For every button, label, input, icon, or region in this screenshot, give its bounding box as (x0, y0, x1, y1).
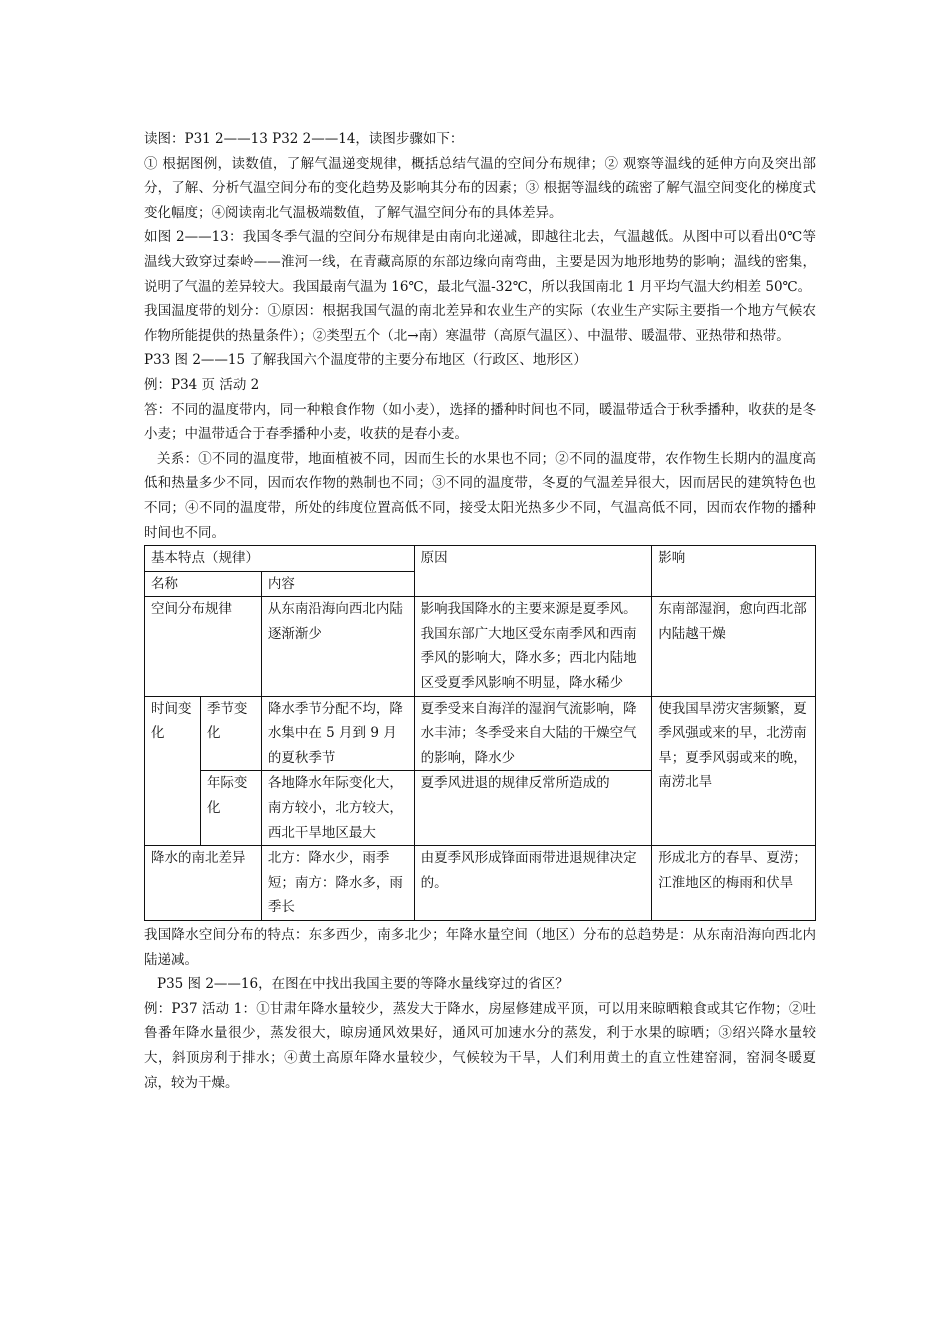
precipitation-summary: 我国降水空间分布的特点：东多西少，南多北少；年降水量空间（地区）分布的总趋势是：从东南沿海向西北内陆递减。 (144, 927, 816, 968)
row-north-south-reason: 由夏季风形成锋面雨带进退规律决定的。 (414, 846, 652, 921)
row-seasonal-content: 降水季节分配不均，降水集中在 5 月到 9 月的夏秋季节 (261, 696, 414, 771)
header-content: 内容 (261, 571, 414, 597)
header-name: 名称 (145, 571, 262, 597)
figure-2-15-note: P33 图 2——15 了解我国六个温度带的主要分布地区（行政区、地形区） (144, 352, 587, 369)
row-seasonal-name: 季节变化 (200, 696, 261, 771)
row-seasonal-reason: 夏季受来自海洋的湿润气流影响，降水丰沛；冬季受来自大陆的干燥空气的影响，降水少 (414, 696, 652, 771)
answer-paragraph: 答：不同的温度带内，同一种粮食作物（如小麦），选择的播种时间也不同，暖温带适合于秋季播种，收获的是冬小麦；中温带适合于春季播种小麦，收获的是春小麦。 (144, 401, 816, 443)
relationship-paragraph: 关系：①不同的温度带，地面植被不同，因而生长的水果也不同；②不同的温度带，农作物生长期内的温度高低和热量多少不同，因而农作物的熟制也不同；③不同的温度带，冬夏的气温差异很大，因而居民的建筑特色也不同；④不同的温度带，所处的纬度位置高低不同，接受太阳光热多少不同，气温高低不同，因而农作物的播种时间也不同。 (144, 450, 816, 541)
table-row (145, 846, 816, 921)
header-effect: 影响 (652, 546, 816, 597)
header-basic-features: 基本特点（规律） (145, 546, 415, 572)
row-interannual-content: 各地降水年际变化大，南方较小，北方较大，西北干旱地区最大 (261, 771, 414, 846)
reading-steps: ① 根据图例，读数值，了解气温递变规律，概括总结气温的空间分布规律；② 观察等温线的延伸方向及突出部分，了解、分析气温空间分布的变化趋势及影响其分布的因素；③ 根据等温线的疏密了解气温空间变化的梯度式变化幅度；④阅读南北气温极端数值，了解气温空间分布的具体差异。 (144, 155, 816, 221)
row-spatial-content: 从东南沿海向西北内陆逐渐渐少 (261, 597, 414, 696)
row-time-effect: 使我国旱涝灾害频繁，夏季风强或来的早，北涝南旱；夏季风弱或来的晚，南涝北旱 (652, 696, 816, 846)
example-p34: 例：P34 页 活动 2 (144, 376, 260, 393)
temperature-zone-division: 我国温度带的划分：①原因：根据我国气温的南北差异和农业生产的实际（农业生产实际主要指一个地方气候农作物所能提供的热量条件）；②类型五个（北→南）寒温带（高原气温区）、中温带、暖温带、亚热带和热带。 (144, 303, 816, 344)
table-row (145, 696, 816, 771)
example-p37-activity: 例：P37 活动 1：①甘肃年降水量较少，蒸发大于降水，房屋修建成平顶，可以用来晾晒粮食或其它作物；②吐鲁番年降水量很少，蒸发很大，晾房通风效果好，通风可加速水分的蒸发，利于水果的晾晒；③绍兴降水量较大，斜顶房利于排水；④黄土高原年降水量较少，气候较为干旱，人们利用黄土的直立性建窑洞，窑洞冬暖夏凉，较为干燥。 (144, 1000, 816, 1091)
row-spatial-reason: 影响我国降水的主要来源是夏季风。我国东部广大地区受东南季风和西南季风的影响大，降水多；西北内陆地区受夏季风影响不明显，降水稀少 (414, 597, 652, 696)
row-north-south-content: 北方：降水少，雨季短；南方：降水多，雨季长 (261, 846, 414, 921)
figure-2-16-question: P35 图 2——16，在图在中找出我国主要的等降水量线穿过的省区？ (157, 976, 569, 993)
document-page (144, 127, 816, 1095)
row-spatial-effect: 东南部湿润，愈向西北部内陆越干燥 (652, 597, 816, 696)
figure-2-13-explanation: 如图 2——13：我国冬季气温的空间分布规律是由南向北递减，即越往北去，气温越低。从图中可以看出0℃等温线大致穿过秦岭——淮河一线，在青藏高原的东部边缘向南弯曲，主要是因为地形地势的影响；温线的密集，说明了气温的差异较大。我国最南气温为 16℃，最北气温-32℃，所以我国南北 1 月平均气温大约相差 50℃。 (144, 229, 816, 295)
reading-steps-title: 读图：P31 2——13 P32 2——14，读图步骤如下： (144, 131, 464, 147)
row-time-name: 时间变化 (145, 696, 201, 846)
row-north-south-name: 降水的南北差异 (145, 846, 262, 921)
row-interannual-name: 年际变化 (200, 771, 261, 846)
header-reason: 原因 (414, 546, 652, 597)
table-row (145, 546, 816, 572)
table-row (145, 597, 816, 696)
row-interannual-reason: 夏季风进退的规律反常所造成的 (414, 771, 652, 846)
row-north-south-effect: 形成北方的春旱、夏涝；江淮地区的梅雨和伏旱 (652, 846, 816, 921)
precipitation-table (144, 545, 816, 921)
row-spatial-name: 空间分布规律 (145, 597, 262, 696)
